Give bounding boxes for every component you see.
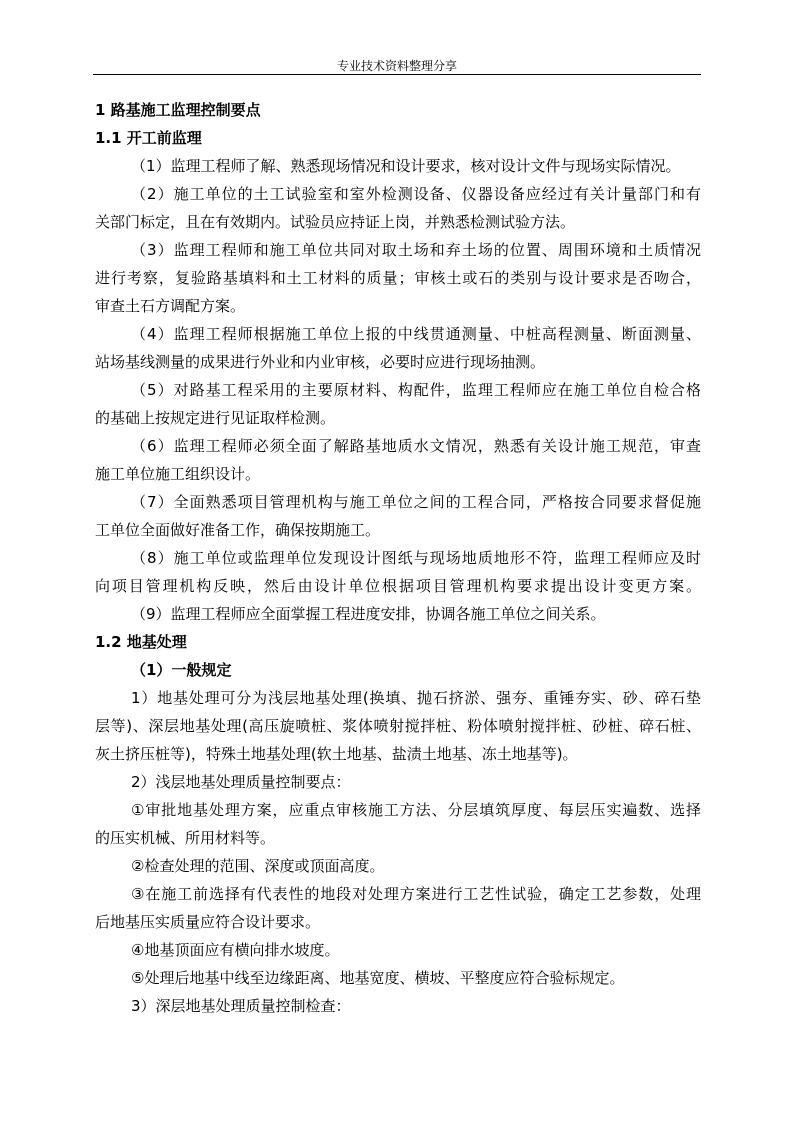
paragraph-line: （8）施工单位或监理单位发现设计图纸与现场地质地形不符，监理工程师应及时	[131, 549, 701, 567]
section-heading-1: 1 路基施工监理控制要点	[95, 101, 261, 119]
paragraph-line: （4）监理工程师根据施工单位上报的中线贯通测量、中桩高程测量、断面测量、	[131, 325, 701, 343]
paragraph-line: 站场基线测量的成果进行外业和内业审核，必要时应进行现场抽测。	[95, 353, 546, 371]
paragraph-line: （2）施工单位的土工试验室和室外检测设备、仪器设备应经过有关计量部门和有	[131, 185, 701, 203]
paragraph-line: ④地基顶面应有横向排水坡度。	[131, 941, 340, 959]
paragraph-line: 向项目管理机构反映，然后由设计单位根据项目管理机构要求提出设计变更方案。	[95, 577, 701, 595]
paragraph-line: 后地基压实质量应符合设计要求。	[95, 913, 321, 931]
paragraph-line: （3）监理工程师和施工单位共同对取土场和弃土场的位置、周围环境和土质情况	[131, 241, 701, 259]
document-body	[95, 96, 701, 1020]
section-heading-1-2: 1.2 地基处理	[95, 633, 187, 651]
paragraph-line: 进行考察，复验路基填料和土工材料的质量；审核土或石的类别与设计要求是否吻合，	[95, 269, 701, 287]
paragraph-line: 关部门标定，且在有效期内。试验员应持证上岗，并熟悉检测试验方法。	[95, 213, 576, 231]
paragraph-line: ②检查处理的范围、深度或顶面高度。	[131, 857, 385, 875]
paragraph-line: 审查土石方调配方案。	[95, 297, 246, 315]
paragraph-line: 3）深层地基处理质量控制检查：	[131, 997, 351, 1015]
paragraph-line: 的基础上按规定进行见证取样检测。	[95, 409, 336, 427]
paragraph-line: （1）监理工程师了解、熟悉现场情况和设计要求，核对设计文件与现场实际情况。	[131, 157, 681, 175]
paragraph-line: 层等)、深层地基处理(高压旋喷桩、浆体喷射搅拌桩、粉体喷射搅拌桩、砂桩、碎石桩、	[95, 717, 701, 735]
paragraph-line: （7）全面熟悉项目管理机构与施工单位之间的工程合同，严格按合同要求督促施	[131, 493, 701, 511]
paragraph-line: ③在施工前选择有代表性的地段对处理方案进行工艺性试验，确定工艺参数，处理	[131, 885, 701, 903]
paragraph-line: 灰土挤压桩等)，特殊土地基处理(软土地基、盐渍土地基、冻土地基等)。	[95, 745, 578, 763]
paragraph-line: ⑤处理后地基中线至边缘距离、地基宽度、横坡、平整度应符合验标规定。	[131, 969, 625, 987]
paragraph-line: 工单位全面做好准备工作，确保按期施工。	[95, 521, 381, 539]
header-rule	[93, 74, 701, 75]
paragraph-line: ①审批地基处理方案，应重点审核施工方法、分层填筑厚度、每层压实遍数、选择	[131, 801, 701, 819]
paragraph-line: （6）监理工程师必须全面了解路基地质水文情况，熟悉有关设计施工规范，审查	[131, 437, 701, 455]
section-heading-1-1: 1.1 开工前监理	[95, 129, 202, 147]
paragraph-line: 施工单位施工组织设计。	[95, 465, 261, 483]
subsection-heading: （1）一般规定	[131, 661, 232, 679]
paragraph-line: 的压实机械、所用材料等。	[95, 829, 276, 847]
page-header: 专业技术资料整理分享	[336, 59, 457, 73]
paragraph-line: （5）对路基工程采用的主要原材料、构配件，监理工程师应在施工单位自检合格	[131, 381, 701, 399]
paragraph-line: 2）浅层地基处理质量控制要点：	[131, 773, 351, 791]
paragraph-line: 1）地基处理可分为浅层地基处理(换填、抛石挤淤、强夯、重锤夯实、砂、碎石垫	[131, 689, 701, 707]
paragraph-line: （9）监理工程师应全面掌握工程进度安排，协调各施工单位之间关系。	[131, 605, 606, 623]
